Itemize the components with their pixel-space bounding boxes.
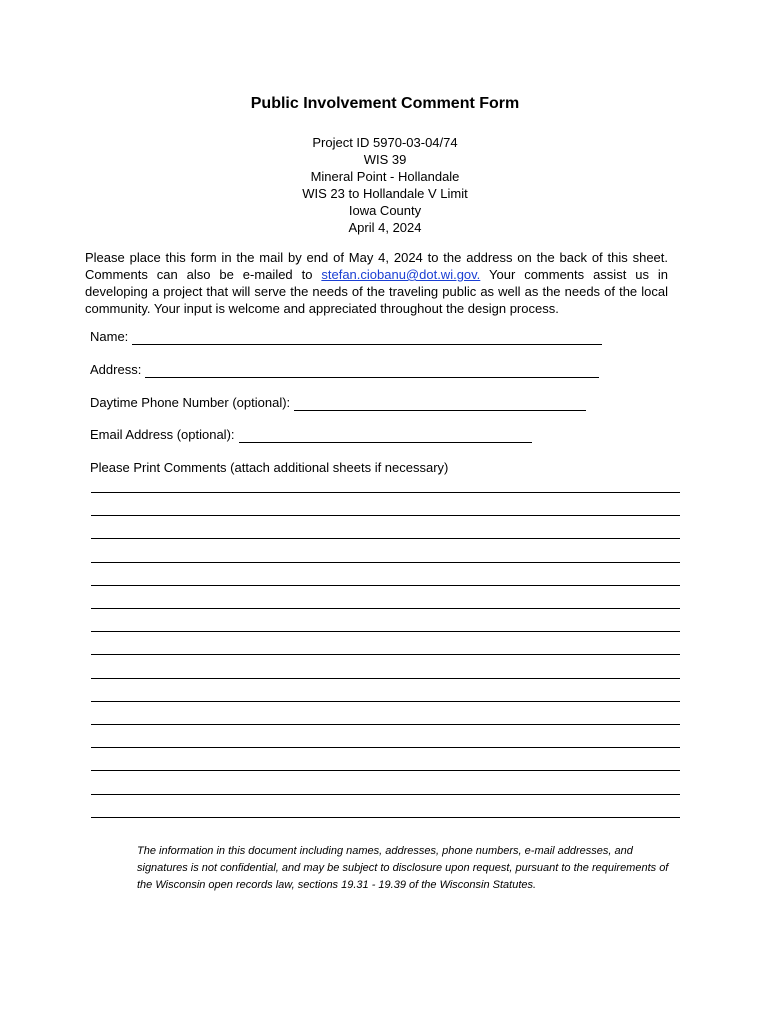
comments-label: Please Print Comments (attach additional sheets if necessary) [90,460,449,475]
project-limits: WIS 23 to Hollandale V Limit [302,186,468,201]
comment-line[interactable] [91,585,680,586]
disclaimer-text: The information in this document including names, addresses, phone numbers, e-mail addresses, and signatures is not confidential, and may be subject to disclosure upon request, pursuant to the requirements of the Wisconsin open records law, sections 19.31 - 19.39 of the Wisconsin Statutes. [137,845,669,891]
email-field [90,426,532,443]
comment-line[interactable] [91,817,680,818]
county: Iowa County [348,203,422,218]
email-link[interactable]: stefan.ciobanu@dot.wi.gov. [321,267,481,282]
comment-line[interactable] [91,747,680,748]
project-info-block [0,134,770,236]
comment-line[interactable] [91,794,680,795]
address-label: Address: [90,362,142,377]
name-label: Name: [90,329,129,344]
comment-line[interactable] [91,608,680,609]
project-id: Project ID 5970-03-04/74 [312,135,458,150]
comment-line[interactable] [91,654,680,655]
comment-line[interactable] [91,770,680,771]
comment-line[interactable] [91,701,680,702]
comment-line[interactable] [91,724,680,725]
name-field [90,328,602,345]
name-input-line[interactable] [132,330,602,345]
comment-line[interactable] [91,515,680,516]
phone-input-line[interactable] [294,396,586,411]
comment-line[interactable] [91,562,680,563]
page-title: Public Involvement Comment Form [250,95,520,112]
intro-text-end: Your comments assist us in developing a project that will serve the needs of the traveling public as well as the needs of the local community. Your input is welcome and appreciated throughout the design process. [85,267,668,316]
phone-field [90,394,586,411]
email-input-line[interactable] [239,428,532,443]
comment-line[interactable] [91,538,680,539]
comment-line[interactable] [91,678,680,679]
intro-paragraph [85,249,668,317]
form-date: April 4, 2024 [348,220,422,235]
highway: WIS 39 [363,152,407,167]
comment-line[interactable] [91,492,680,493]
phone-label: Daytime Phone Number (optional): [90,395,291,410]
address-input-line[interactable] [145,363,599,378]
address-field [90,361,599,378]
intro-text-start: Please place this form in the mail by end of May 4, 2024 to the address on the back of this sheet. Comments can also be e-mailed to [85,250,668,282]
comment-line[interactable] [91,631,680,632]
email-label: Email Address (optional): [90,427,235,442]
project-location: Mineral Point - Hollandale [310,169,460,184]
